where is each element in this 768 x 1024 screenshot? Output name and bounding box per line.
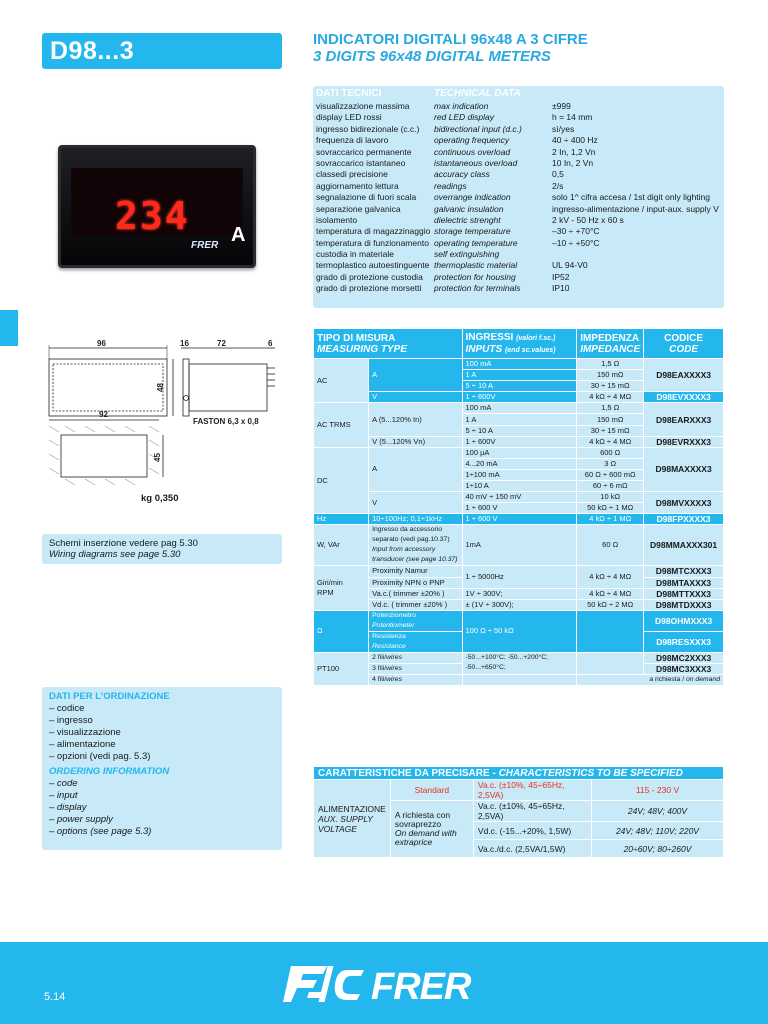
tech-value: ±999 <box>552 101 571 111</box>
tech-label-en: dielectric strenght <box>434 214 501 225</box>
ordering-item: – opzioni (vedi pag. 5.3) <box>49 751 151 762</box>
on-request-it: A richiesta con sovraprezzo <box>394 810 451 829</box>
tech-label-it: grado di protezione custodia <box>316 271 423 282</box>
header-inputs <box>462 329 577 359</box>
table-header-row <box>314 329 724 359</box>
pt100-input <box>462 652 577 674</box>
ordering-item: – input <box>49 790 78 801</box>
table-row <box>314 447 724 458</box>
impedance-cell: 1,5 Ω <box>577 359 644 370</box>
pt100-wires <box>369 674 462 685</box>
input-cell: ± (1V ÷ 300V); <box>462 599 577 610</box>
impedance-cell: 150 mΩ <box>577 370 644 381</box>
ac-v-type: V <box>369 392 462 403</box>
tech-value: h = 14 mm <box>552 112 593 123</box>
supply-input: Vd.c. (-15...+20%, 1,5W) <box>473 822 591 840</box>
code-cell: D98MC3XXX3 <box>644 663 724 674</box>
code-cell: D98EVRXXX3 <box>644 436 724 447</box>
device-brand: FRER <box>191 240 219 251</box>
supply-label <box>314 780 391 858</box>
supply-value: 24V; 48V; 400V <box>591 801 723 822</box>
supply-label-en: AUX. SUPPLY VOLTAGE <box>318 813 373 834</box>
on-demand-it: a richiesta / <box>649 676 685 684</box>
pt100-wires-en: wires <box>386 676 402 684</box>
impedance-cell: 60 ÷ 6 mΩ <box>577 481 644 492</box>
rpm-type: Proximity NPN o PNP <box>369 577 462 588</box>
tech-label-en: istantaneous overload <box>434 157 518 168</box>
ohm-label: Ω <box>314 610 369 652</box>
rpm-type: Proximity Namur <box>369 566 462 577</box>
wiring-note <box>42 534 282 564</box>
tech-data-list <box>316 101 722 295</box>
measuring-table <box>313 328 724 686</box>
impedance-cell: 30 ÷ 15 mΩ <box>577 381 644 392</box>
pt100-wires-en: wires <box>386 653 402 661</box>
code-cell: D98MTCXXX3 <box>644 566 724 577</box>
table-row <box>314 392 724 403</box>
tech-value: –10 ÷ +50°C <box>552 237 600 248</box>
standard-input: Va.c. (±10%, 45÷65Hz, 2,5VA) <box>473 780 591 801</box>
tech-row <box>316 158 722 169</box>
tech-label-en: operating frequency <box>434 135 510 146</box>
pt100-input-1: -50...+100°C; -50...+200°C; <box>465 654 549 662</box>
tech-label-en: continuous overload <box>434 146 511 157</box>
wvar-type-it: Ingresso da accessorio separato (vedi pag.10.37) <box>372 526 450 544</box>
input-cell: 5 ÷ 10 A <box>462 425 577 436</box>
input-cell: 100 Ω ÷ 50 kΩ <box>462 610 577 652</box>
wvar-type <box>369 525 462 566</box>
ordering-item: – options (see page 5.3) <box>49 826 152 837</box>
hz-type: 10÷100Hz; 0,1÷1kHz <box>369 514 462 525</box>
impedance-cell <box>577 652 644 674</box>
tech-value: solo 1^ cifra accesa / 1st digit only lighting <box>552 192 711 203</box>
ordering-item: – code <box>49 778 78 789</box>
header-type <box>314 329 463 359</box>
tech-value: 0,5 <box>552 169 564 180</box>
tech-label-en: storage temperature <box>434 226 511 237</box>
tech-row <box>316 215 722 226</box>
wvar-label: W, VAr <box>314 525 369 566</box>
code-cell: D98MTDXXX3 <box>644 599 724 610</box>
tech-row <box>316 192 722 203</box>
tech-row <box>316 181 722 192</box>
supply-label-it: ALIMENTAZIONE <box>318 803 386 814</box>
tech-row <box>316 283 722 294</box>
table-row <box>314 674 724 685</box>
dim-depth: 72 <box>217 340 226 348</box>
tech-row <box>316 101 722 112</box>
tech-row <box>316 169 722 180</box>
input-cell: 5 ÷ 10 A <box>462 381 577 392</box>
ac-a-type: A <box>369 359 462 392</box>
pt100-input-2: -50...+650°C; <box>465 664 506 672</box>
pt100-label: PT100 <box>314 652 369 685</box>
tech-row <box>316 226 722 237</box>
tech-label-en: red LED display <box>434 112 495 123</box>
tech-value <box>552 249 722 260</box>
input-cell: 1 ÷ 5000Hz <box>462 566 577 588</box>
wiring-note-en: Wiring diagrams see page 5.30 <box>49 549 181 560</box>
ordering-item: – codice <box>49 703 85 714</box>
ordering-item: – visualizzazione <box>49 727 121 738</box>
input-cell <box>462 674 577 685</box>
header-inputs-en-sub: (end sc.values) <box>504 346 556 354</box>
input-cell: 100 mA <box>462 359 577 370</box>
tech-label-it: temperatura di funzionamento <box>316 237 429 248</box>
code-cell: D98EVXXXX3 <box>644 392 724 403</box>
table-row <box>314 610 724 631</box>
code-cell: D98EARXXX3 <box>644 403 724 436</box>
standard-label: Standard <box>390 780 473 801</box>
impedance-cell: 1,5 Ω <box>577 403 644 414</box>
input-cell: 1 ÷ 600 V <box>462 514 577 525</box>
tech-label-it: separazione galvanica <box>316 203 401 214</box>
table-row <box>314 566 724 577</box>
wvar-type-en: Input from accessory transducer (see page 10.37) <box>372 546 458 564</box>
section-tab <box>0 310 18 346</box>
characteristics-heading-en: CHARACTERISTICS TO BE SPECIFIED <box>498 767 683 779</box>
dim-terminal: 6 <box>268 340 273 348</box>
pt100-wires-it: 4 fili/ <box>372 676 387 684</box>
ohm-pot <box>369 610 462 631</box>
input-cell: 1 ÷ 600 V <box>462 503 577 514</box>
tech-label-en: galvanic insulation <box>434 203 504 214</box>
tech-label-en: operating temperature <box>434 237 518 248</box>
on-demand-note <box>577 674 724 685</box>
pt100-wires <box>369 663 462 674</box>
tech-label-en: overrange indication <box>434 192 511 203</box>
supply-input: Va.c./d.c. (2,5VA/1,5W) <box>473 840 591 858</box>
page-title-it: INDICATORI DIGITALI 96x48 A 3 CIFRE <box>313 31 588 48</box>
tech-label-it: grado di protezione morsetti <box>316 283 422 294</box>
code-cell: D98EAXXXX3 <box>644 359 724 392</box>
dc-a-type: A <box>369 447 462 491</box>
code-cell: D98OHMXXX3 <box>644 610 724 631</box>
impedance-cell: 600 Ω <box>577 447 644 458</box>
table-row <box>314 652 724 663</box>
impedance-cell: 50 kΩ ÷ 1 MΩ <box>577 503 644 514</box>
impedance-cell: 4 kΩ ÷ 4 MΩ <box>577 566 644 588</box>
impedance-cell: 30 ÷ 15 mΩ <box>577 425 644 436</box>
tech-label-en: accuracy class <box>434 169 490 180</box>
table-row <box>314 514 724 525</box>
table-row <box>314 525 724 566</box>
dim-cutout-width: 92 <box>99 410 108 419</box>
ordering-item: – power supply <box>49 814 113 825</box>
tech-label-en: bidirectional input (d.c.) <box>434 123 522 134</box>
tech-row <box>316 147 722 158</box>
weight-label: kg 0,350 <box>141 493 179 504</box>
ohm-pot-it: Potenziometro <box>372 611 416 619</box>
page-title-en: 3 DIGITS 96x48 DIGITAL METERS <box>313 48 551 65</box>
table-row <box>314 588 724 599</box>
impedance-cell: 50 kΩ ÷ 2 MΩ <box>577 599 644 610</box>
hz-label: Hz <box>314 514 369 525</box>
tech-value: IP52 <box>552 271 570 282</box>
tech-value: 2 In, 1,2 Vn <box>552 146 596 157</box>
impedance-cell: 60 Ω ÷ 600 mΩ <box>577 469 644 480</box>
ordering-item: – alimentazione <box>49 739 116 750</box>
tech-label-it: isolamento <box>316 214 358 225</box>
impedance-cell: 4 kΩ ÷ 4 MΩ <box>577 588 644 599</box>
display-unit: A <box>231 224 246 246</box>
header-code <box>644 329 724 359</box>
tech-label-it: aggiornamento lettura <box>316 180 399 191</box>
tech-label-en: readings <box>434 180 467 191</box>
input-cell: 1mA <box>462 525 577 566</box>
device-photo <box>58 145 256 268</box>
header-inputs-it: INGRESSI <box>465 331 514 343</box>
table-row <box>314 599 724 610</box>
tech-label-en: thermoplastic material <box>434 260 518 271</box>
tech-label-it: display LED rossi <box>316 112 382 123</box>
input-cell: 100 mA <box>462 403 577 414</box>
tech-row <box>316 124 722 135</box>
characteristics-table <box>313 766 724 858</box>
table-row <box>314 436 724 447</box>
tech-value: IP10 <box>552 283 570 294</box>
impedance-cell: 10 kΩ <box>577 492 644 503</box>
ohm-res <box>369 631 462 652</box>
rpm-type: Vd.c. ( trimmer ±20% ) <box>369 599 462 610</box>
tech-value: 40 ÷ 400 Hz <box>552 135 598 146</box>
on-request-en: On demand with extraprice <box>394 828 457 847</box>
tech-label-it: sovraccarico istantaneo <box>316 157 406 168</box>
dim-height: 48 <box>156 383 165 392</box>
tech-label-it: temperatura di magazzinaggio <box>316 226 431 237</box>
tech-value: 2/s <box>552 180 564 191</box>
ordering-item: – ingresso <box>49 715 93 726</box>
header-type-it: TIPO DI MISURA <box>317 332 396 344</box>
pt100-wires-it: 2 fili/ <box>372 653 387 661</box>
tech-row <box>316 135 722 146</box>
rpm-label-en: RPM <box>317 588 334 598</box>
tech-heading-en: TECHNICAL DATA <box>434 88 521 99</box>
characteristics-heading <box>314 767 724 780</box>
logo-text: FRER <box>371 966 471 1006</box>
header-code-it: CODICE <box>664 332 704 344</box>
tech-label-it: classedi precisione <box>316 169 388 180</box>
header-inputs-en: INPUTS <box>465 343 503 355</box>
pt100-wires-it: 3 fili/ <box>372 664 387 672</box>
dc-v-type: V <box>369 492 462 514</box>
actrms-v-type: V (5...120% Vn) <box>369 436 462 447</box>
tech-label-it: sovraccarico permanente <box>316 146 412 157</box>
tech-value: –30 ÷ +70°C <box>552 226 600 237</box>
impedance-cell: 3 Ω <box>577 458 644 469</box>
input-cell: 1 A <box>462 414 577 425</box>
tech-heading-it: DATI TECNICI <box>316 88 382 99</box>
table-row <box>314 492 724 503</box>
input-cell: 1 ÷ 600V <box>462 392 577 403</box>
tech-value: UL 94-V0 <box>552 260 588 271</box>
on-request-label <box>390 801 473 858</box>
header-impedance-en: IMPEDANCE <box>580 343 641 355</box>
supply-value: 24V; 48V; 110V; 220V <box>591 822 723 840</box>
tech-value: ingresso-alimentazione / input-aux. supply V <box>552 203 719 214</box>
ac-label: AC <box>314 359 369 403</box>
tech-row <box>316 272 722 283</box>
product-code: D98...3 <box>42 33 282 69</box>
code-cell: D98MTTXXX3 <box>644 588 724 599</box>
dim-width: 96 <box>97 340 106 348</box>
frer-logo-icon <box>283 960 489 1006</box>
impedance-cell: 4 kΩ ÷ 4 MΩ <box>577 392 644 403</box>
actrms-label: AC TRMS <box>314 403 369 447</box>
display-value: 234 <box>115 194 190 238</box>
tech-label-it: custodia in materiale <box>316 249 394 260</box>
page-number: 5.14 <box>44 991 66 1003</box>
header-impedance <box>577 329 644 359</box>
table-row <box>314 403 724 414</box>
standard-value: 115 - 230 V <box>591 780 723 801</box>
ohm-res-it: Resistenza <box>372 632 406 640</box>
tech-row <box>316 260 722 271</box>
ordering-info <box>42 687 282 850</box>
input-cell: 1 A <box>462 370 577 381</box>
tech-label-en: max indication <box>434 101 489 111</box>
ordering-item: – display <box>49 802 87 813</box>
impedance-cell: 60 Ω <box>577 525 644 566</box>
tech-label-it: segnalazione di fuori scala <box>316 192 417 203</box>
header-type-en: MEASURING TYPE <box>317 343 408 355</box>
code-cell: D98FPXXXX3 <box>644 514 724 525</box>
code-cell: D98MMAXXX301 <box>644 525 724 566</box>
impedance-cell: 150 mΩ <box>577 414 644 425</box>
table-row <box>314 780 724 801</box>
input-cell: 1÷100 mA <box>462 469 577 480</box>
faston-label: FASTON 6,3 x 0,8 <box>193 417 259 426</box>
header-impedance-it: IMPEDENZA <box>580 332 640 344</box>
pt100-wires <box>369 652 462 663</box>
ohm-res-en: Resistance <box>372 642 406 650</box>
input-cell: 40 mV ÷ 150 mV <box>462 492 577 503</box>
tech-label-it: frequenza di lavoro <box>316 135 389 146</box>
code-cell: D98RESXXX3 <box>644 631 724 652</box>
wiring-note-it: Schemi inserzione vedere pag 5.30 <box>49 538 198 549</box>
dim-cutout-height: 45 <box>153 453 162 462</box>
impedance-cell <box>577 610 644 652</box>
ordering-heading-en: ORDERING INFORMATION <box>49 766 170 777</box>
actrms-a-type: A (5...120% In) <box>369 403 462 436</box>
tech-value: sì/yes <box>552 123 575 134</box>
rpm-label <box>314 566 369 610</box>
tech-row <box>316 112 722 123</box>
rpm-label-it: Giri/min <box>317 578 343 588</box>
impedance-cell: 4 kΩ ÷ 4 MΩ <box>577 436 644 447</box>
tech-row <box>316 249 722 260</box>
impedance-cell: 4 kΩ ÷ 1 MΩ <box>577 514 644 525</box>
tech-row <box>316 204 722 215</box>
header-code-en: CODE <box>669 343 699 355</box>
table-header-row <box>314 767 724 780</box>
code-cell: D98MAXXXX3 <box>644 447 724 491</box>
input-cell: 1V ÷ 300V; <box>462 588 577 599</box>
supply-input: Va.c. (±10%, 45÷65Hz, 2,5VA) <box>473 801 591 822</box>
input-cell: 1 ÷ 600V <box>462 436 577 447</box>
ohm-pot-en: Potentiometer <box>372 621 415 629</box>
supply-value: 20÷60V; 80÷260V <box>591 840 723 858</box>
dc-label: DC <box>314 447 369 514</box>
input-cell: 4...20 mA <box>462 458 577 469</box>
tech-value: 2 kV - 50 Hz x 60 s <box>552 214 624 225</box>
tech-label-it: visualizzazione massima <box>316 101 410 111</box>
tech-label-it: termoplastico autoestinguente <box>316 260 430 271</box>
characteristics-heading-it: CARATTERISTICHE DA PRECISARE - <box>318 767 496 779</box>
pt100-wires-en: wires <box>386 664 402 672</box>
input-cell: 1÷10 A <box>462 481 577 492</box>
dim-bezel: 16 <box>180 340 189 348</box>
input-cell: 100 µA <box>462 447 577 458</box>
dimension-drawing <box>45 340 285 488</box>
header-inputs-it-sub: (valori f.sc.) <box>516 334 556 342</box>
tech-label-en: self extinguishing <box>434 249 500 260</box>
code-cell: D98MTAXXX3 <box>644 577 724 588</box>
tech-row <box>316 238 722 249</box>
tech-value: 10 In, 2 Vn <box>552 157 594 168</box>
rpm-type: Va.c.( trimmer ±20% ) <box>369 588 462 599</box>
code-cell: D98MC2XXX3 <box>644 652 724 663</box>
tech-label-it: ingresso bidirezionale (c.c.) <box>316 123 420 134</box>
tech-label-en: protection for housing <box>434 271 516 282</box>
code-cell: D98MVXXXX3 <box>644 492 724 514</box>
on-demand-en: on demand <box>685 676 720 684</box>
table-row <box>314 359 724 370</box>
ordering-heading-it: DATI PER L’ORDINAZIONE <box>49 691 170 702</box>
tech-label-en: protection for terminals <box>434 283 521 294</box>
